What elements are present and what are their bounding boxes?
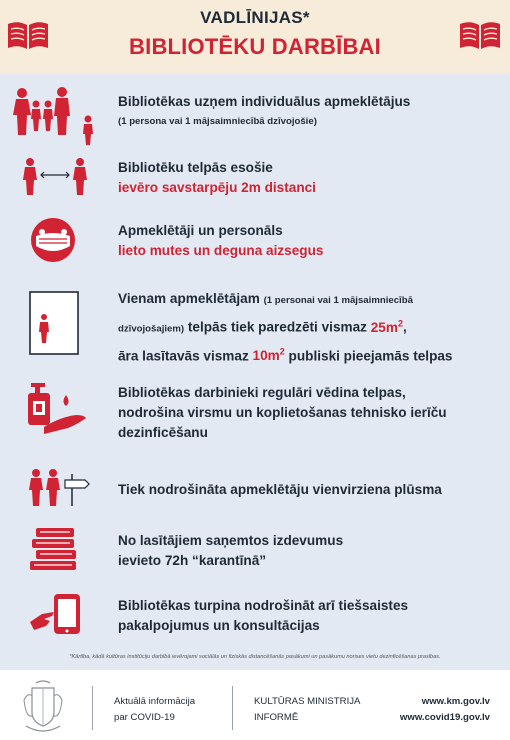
- ministry-line-1: KULTŪRAS MINISTRIJA: [254, 696, 361, 707]
- item-line-1: [118, 288, 502, 312]
- item-highlight: lieto mutes un deguna aizsegus: [118, 243, 324, 258]
- item-text: āra lasītavās vismaz: [118, 348, 249, 364]
- item-ventilation: [118, 383, 502, 443]
- hand-sanitizer-icon: [8, 381, 98, 441]
- item-text: pakalpojumus un konsultācijas: [118, 618, 320, 633]
- km-website-link[interactable]: www.km.gov.lv: [421, 696, 490, 707]
- footnote: *Kārtība, kādā kultūras institūciju darbībā ievērojami sociālās un fiziskās distancēšanās pasākumi un pasākumu norises vietu dezinficēšanas prasības.: [69, 654, 441, 660]
- family-icon: [8, 86, 98, 146]
- item-masks: [118, 221, 502, 261]
- ministry-line-2: INFORMĒ: [254, 712, 299, 723]
- books-stack-icon: [8, 524, 98, 572]
- item-text: No lasītājiem saņemtos izdevumus: [118, 533, 344, 548]
- covid-info: [114, 694, 195, 726]
- item-online-services: [118, 596, 502, 636]
- item-individual-visitors: [118, 92, 502, 132]
- item-text: publiski pieejamās telpas: [288, 348, 453, 364]
- page-title: VADLĪNIJAS*: [200, 8, 310, 27]
- item-text: Bibliotēku telpās esošie: [118, 160, 273, 175]
- one-way-icon: [8, 468, 98, 508]
- item-one-way-flow: [118, 480, 502, 500]
- face-mask-icon: [8, 216, 98, 266]
- item-text: nodrošina virsmu un koplietošanas tehnisko ierīču: [118, 405, 447, 420]
- item-text: telpās tiek paredzēti vismaz: [187, 319, 367, 335]
- distance-icon: [8, 157, 98, 197]
- covid-info-line-1: Aktuālā informācija: [114, 696, 196, 707]
- area-value-outdoor: $10m^2$: [252, 346, 285, 364]
- item-text: Tiek nodrošināta apmeklētāju vienvirziena plūsma: [118, 482, 442, 497]
- item-text: dezinficēšanu: [118, 425, 208, 440]
- item-text: ievieto 72h “karantīnā”: [118, 553, 267, 568]
- room-person-icon: [8, 289, 98, 359]
- header-banner: [0, 0, 510, 74]
- ministry-info: [254, 694, 360, 726]
- item-text: Bibliotēkas uzņem individuālus apmeklētājus: [118, 94, 411, 109]
- divider: [232, 686, 233, 730]
- coat-of-arms-icon: [18, 680, 68, 734]
- open-book-icon: [458, 18, 502, 52]
- item-subtext: (1 persona vai 1 mājsaimniecībā dzīvojošie): [118, 116, 317, 127]
- item-text: Apmeklētāji un personāls: [118, 223, 283, 238]
- item-text: Bibliotēkas darbinieki regulāri vēdina telpas,: [118, 385, 406, 400]
- item-distance: [118, 158, 502, 198]
- item-text: Bibliotēkas turpina nodrošināt arī tiešsaistes: [118, 598, 409, 613]
- item-line-3: [118, 341, 502, 368]
- smartphone-icon: [8, 592, 98, 636]
- covid-info-line-2: par COVID-19: [114, 712, 175, 723]
- item-text: Vienam apmeklētājam: [118, 291, 260, 306]
- item-quarantine: [118, 531, 502, 571]
- item-space-per-visitor: [118, 288, 502, 367]
- item-subtext: (1 personai vai 1 mājsaimniecībā: [263, 295, 413, 306]
- footer: [0, 670, 510, 740]
- area-value-indoor: $25m^2$: [370, 318, 403, 335]
- item-line-2: dzīvojošajiem) telpās tiek paredzēti vismaz $25m^2$,: [118, 318, 407, 335]
- page-subtitle: BIBLIOTĒKU DARBĪBAI: [129, 34, 381, 59]
- divider: [92, 686, 93, 730]
- website-links: [400, 694, 490, 726]
- covid-website-link[interactable]: www.covid19.gov.lv: [399, 712, 490, 723]
- item-subtext: dzīvojošajiem): [118, 323, 185, 335]
- item-highlight: ievēro savstarpēju 2m distanci: [118, 180, 316, 195]
